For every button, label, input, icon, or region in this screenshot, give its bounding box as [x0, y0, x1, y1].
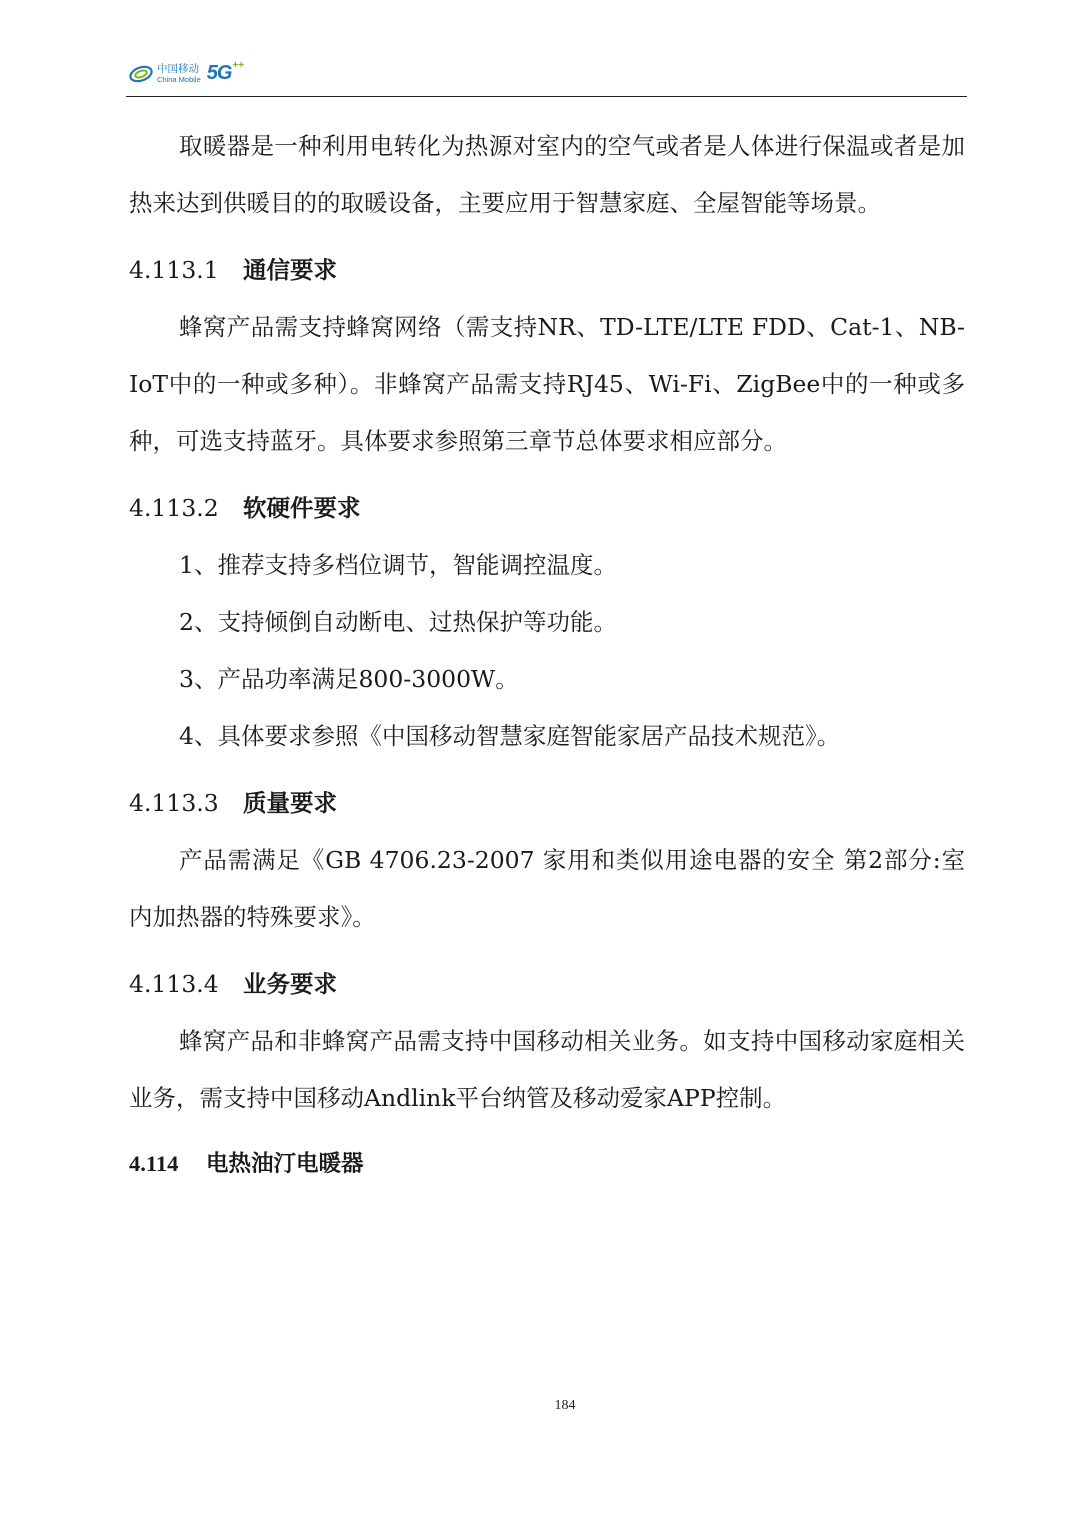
section-number: 4.113.3 [129, 789, 219, 817]
list-item: 3、产品功率满足800-3000W。 [179, 665, 519, 693]
china-mobile-swirl-icon [128, 63, 154, 85]
section-title: 质量要求 [243, 789, 337, 817]
china-mobile-logo [128, 62, 244, 85]
logo-5g-plus: ++ [232, 60, 245, 71]
section-paragraph: 蜂窝产品和非蜂窝产品需支持中国移动相关业务。如支持中国移动家庭相关业务，需支持中国移动Andlink平台纳管及移动爱家APP控制。 [129, 1027, 965, 1112]
section-title: 业务要求 [243, 970, 337, 998]
section-heading [129, 956, 965, 1013]
chapter-heading [129, 1135, 965, 1193]
list-item: 2、支持倾倒自动断电、过热保护等功能。 [179, 608, 617, 636]
logo-5g-mark [207, 62, 244, 85]
page-header [126, 56, 967, 97]
chapter-number: 4.114 [129, 1151, 179, 1176]
section-number: 4.113.4 [129, 970, 219, 998]
section-title: 通信要求 [243, 256, 337, 284]
logo-5g-text: 5G [206, 62, 232, 84]
section-paragraph: 产品需满足《GB 4706.23-2007 家用和类似用途电器的安全 第2部分:室内加热器的特殊要求》。 [129, 846, 965, 931]
section-title: 软硬件要求 [243, 494, 361, 522]
section-heading [129, 775, 965, 832]
page-number: 184 [554, 1398, 576, 1413]
logo-chinese-text: 中国移动 [157, 62, 199, 75]
logo-english-text: China Mobile [157, 75, 201, 84]
section-number: 4.113.2 [129, 494, 219, 522]
list-item: 1、推荐支持多档位调节，智能调控温度。 [179, 551, 617, 579]
section-heading [129, 480, 965, 537]
intro-paragraph: 取暖器是一种利用电转化为热源对室内的空气或者是人体进行保温或者是加热来达到供暖目的的取暖设备，主要应用于智慧家庭、全屋智能等场景。 [129, 132, 965, 217]
list-item: 4、具体要求参照《中国移动智慧家庭智能家居产品技术规范》。 [179, 722, 841, 750]
chapter-title: 电热油汀电暖器 [206, 1151, 364, 1177]
section-heading [129, 242, 965, 299]
document-body [129, 118, 965, 1193]
section-paragraph: 蜂窝产品需支持蜂窝网络（需支持NR、TD-LTE/LTE FDD、Cat-1、NB-IoT中的一种或多种）。非蜂窝产品需支持RJ45、Wi-Fi、ZigBee中的一种或多种，可选支持蓝牙。具体要求参照第三章节总体要求相应部分。 [129, 313, 965, 455]
section-number: 4.113.1 [129, 256, 219, 284]
